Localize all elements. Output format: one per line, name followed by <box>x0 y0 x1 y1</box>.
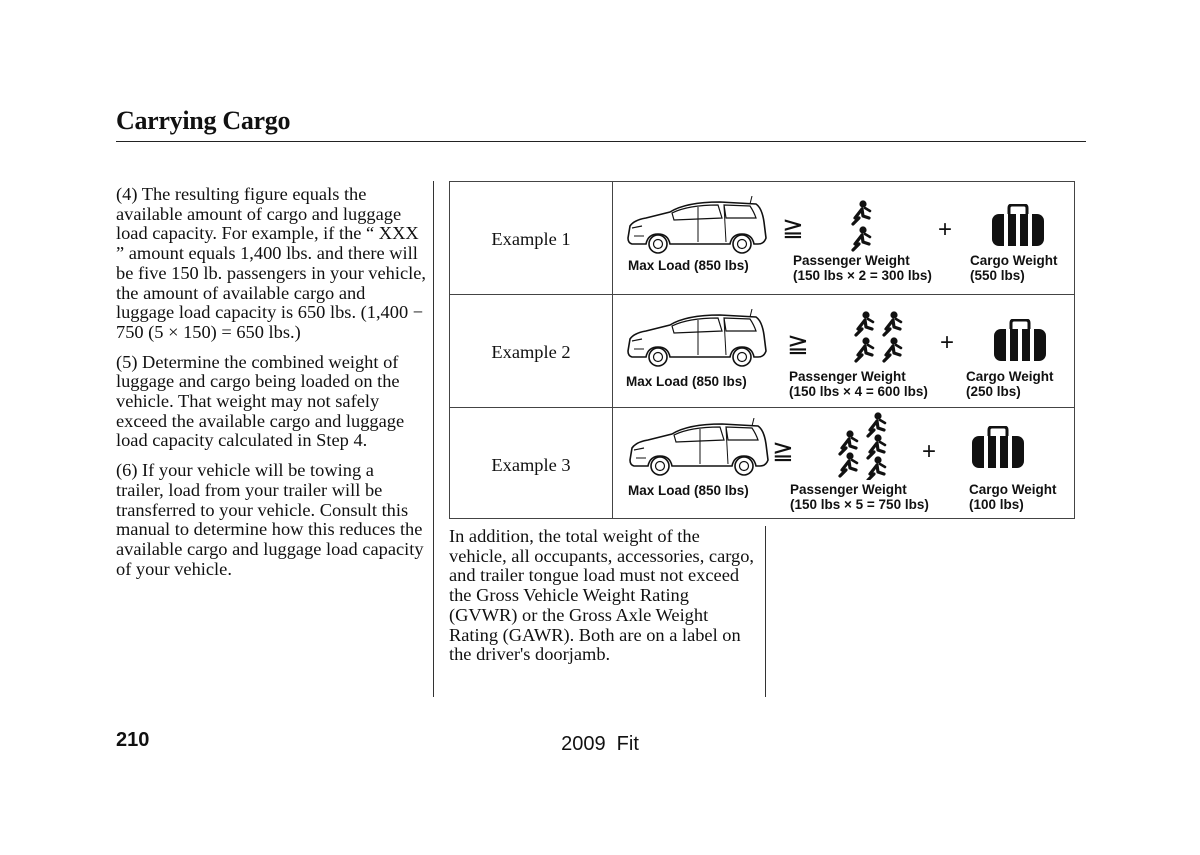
load-examples-figure <box>449 181 1075 519</box>
passenger-icons <box>830 412 894 480</box>
cargo-weight-title: Cargo Weight <box>970 253 1058 268</box>
column-rule <box>765 526 766 697</box>
step-5-paragraph: (5) Determine the combined weight of luggage and cargo being loaded on the vehicle. That weight may not safely exceed the available cargo and luggage load capacity calculated in Step 4. <box>116 351 405 451</box>
passenger-icons <box>846 311 910 367</box>
passenger-weight-title: Passenger Weight <box>789 369 906 384</box>
page-number: 210 <box>116 729 150 751</box>
passenger-weight-calc: (150 lbs × 2 = 300 lbs) <box>793 268 932 283</box>
greater-equal-symbol: ≧ <box>787 328 809 358</box>
section-title: Carrying Cargo <box>116 106 291 135</box>
passenger-weight-title: Passenger Weight <box>793 253 910 268</box>
luggage-icon <box>970 426 1026 470</box>
cargo-weight-title: Cargo Weight <box>969 482 1057 497</box>
cargo-weight-title: Cargo Weight <box>966 369 1054 384</box>
example-row <box>450 408 1074 518</box>
column-rule <box>433 181 434 697</box>
example-label: Example 1 <box>491 229 571 249</box>
cargo-weight-value: (100 lbs) <box>969 497 1024 512</box>
luggage-icon <box>992 319 1048 363</box>
cargo-weight-value: (250 lbs) <box>966 384 1021 399</box>
max-load-caption: Max Load (850 lbs) <box>628 483 749 498</box>
passenger-weight-calc: (150 lbs × 5 = 750 lbs) <box>790 497 929 512</box>
passenger-weight-title: Passenger Weight <box>790 482 907 497</box>
greater-equal-symbol: ≧ <box>772 435 794 465</box>
luggage-icon <box>990 204 1046 248</box>
max-load-caption: Max Load (850 lbs) <box>628 258 749 273</box>
passenger-weight-calc: (150 lbs × 4 = 600 lbs) <box>789 384 928 399</box>
example-row <box>450 182 1074 295</box>
cargo-weight-value: (550 lbs) <box>970 268 1025 283</box>
passenger-icons <box>843 200 873 252</box>
right-column-paragraph: In addition, the total weight of the vehicle, all occupants, accessories, cargo, and trailer tongue load must not exceed the Gross Vehicle Weight Rating (GVWR) or the Gross Axle Weight Rating (GAWR). Both are on a label on the driver's doorjamb. <box>449 526 755 665</box>
title-rule <box>116 141 1086 142</box>
example-label: Example 3 <box>491 455 571 475</box>
footer-title: 2009 Fit <box>561 733 639 755</box>
plus-symbol: + <box>938 216 953 243</box>
greater-equal-symbol: ≧ <box>782 212 804 242</box>
plus-symbol: + <box>922 438 937 465</box>
example-label: Example 2 <box>491 342 571 362</box>
car-icon <box>626 418 772 480</box>
left-column <box>116 185 426 589</box>
car-icon <box>624 196 770 258</box>
plus-symbol: + <box>940 329 955 356</box>
car-icon <box>624 309 770 371</box>
step-4-paragraph: (4) The resulting figure equals the available amount of cargo and luggage load capacity. For example, if the “ XXX ” amount equals 1,400 lbs. and there will be five 150 lb. passengers in your vehicle, the amount of available cargo and luggage load capacity is 650 lbs. (1,400 − 750 (5 × 150) = 650 lbs.) <box>116 184 427 342</box>
step-6-paragraph: (6) If your vehicle will be towing a trailer, load from your trailer will be transferred to your vehicle. Consult this manual to determine how this reduces the available cargo and luggage load capacity of your vehicle. <box>116 460 424 579</box>
example-row <box>450 295 1074 408</box>
max-load-caption: Max Load (850 lbs) <box>626 374 747 389</box>
